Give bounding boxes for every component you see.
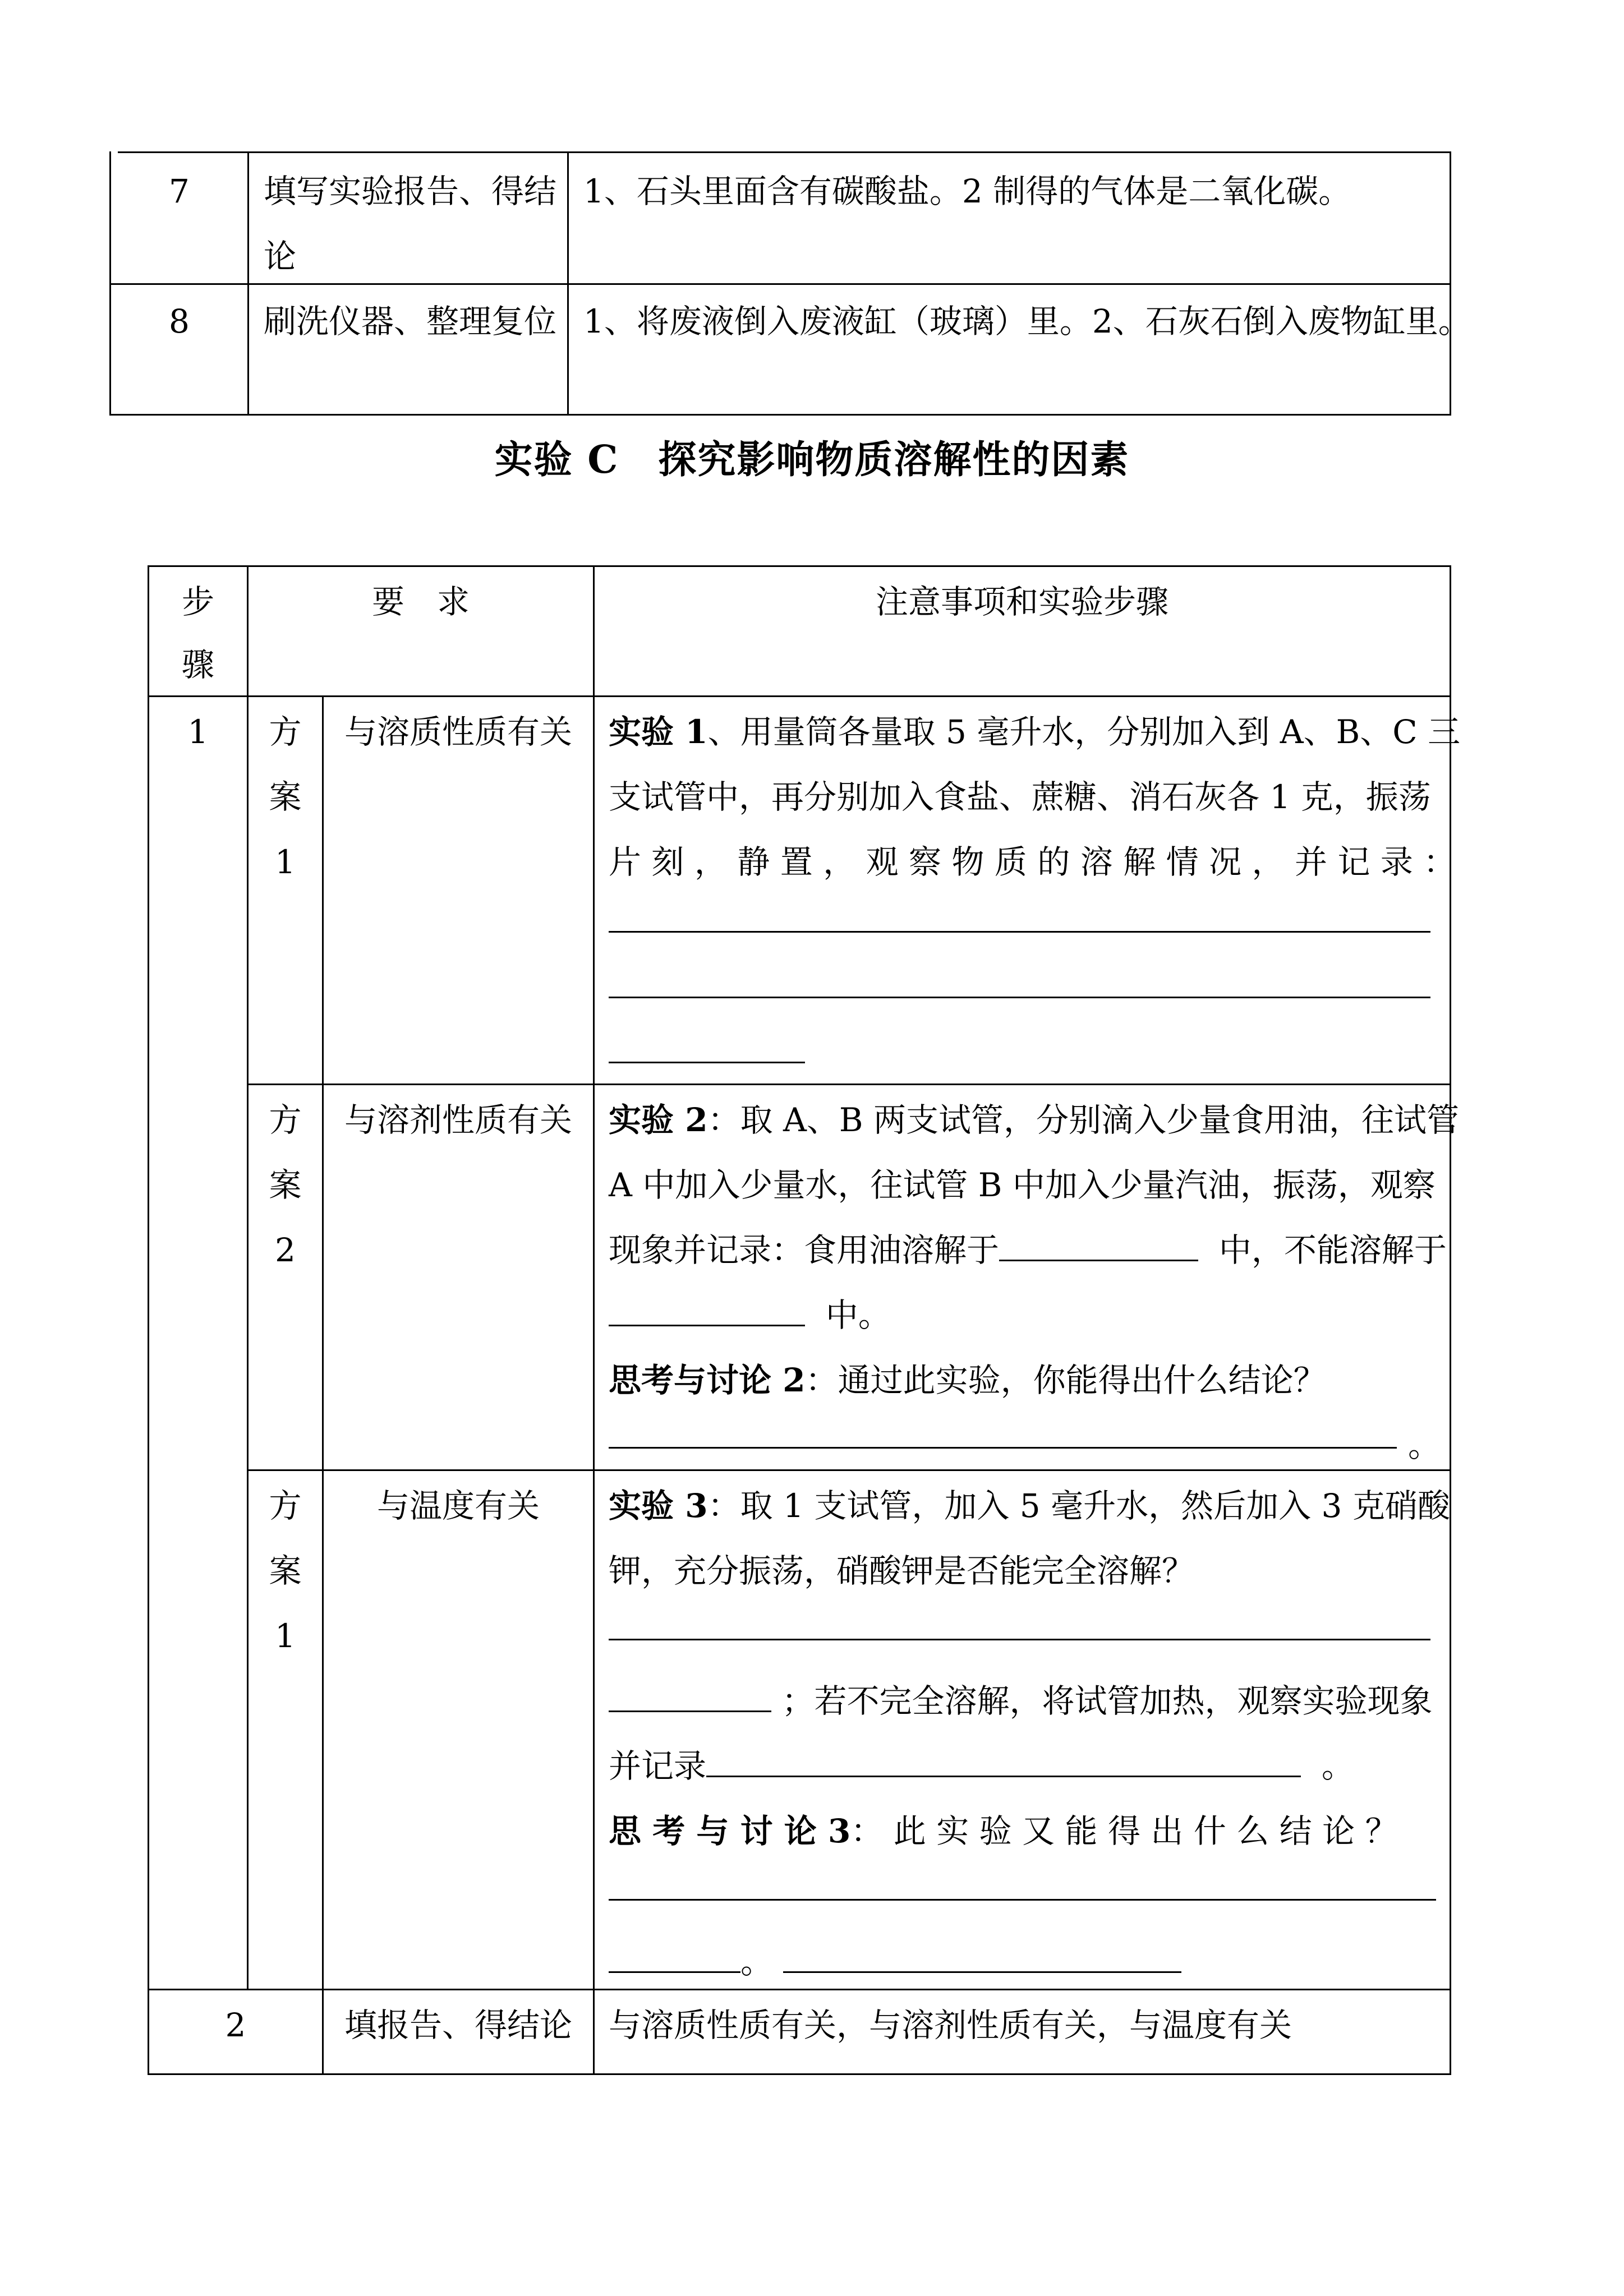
row-content: 1、石头里面含有碳酸盐。2 制得的气体是二氧化碳。 (583, 172, 1351, 210)
plan-label: 案 (269, 1552, 302, 1590)
plan-label: 方 (269, 1487, 302, 1525)
answer-blank[interactable] (609, 1298, 805, 1326)
answer-blank[interactable] (609, 997, 1430, 998)
header-step-cont: 骤 (181, 646, 214, 684)
row-number: 8 (169, 302, 190, 340)
answer-blank[interactable] (609, 1944, 740, 1973)
experiment-text: 中。 (609, 1283, 891, 1348)
plan-requirement: 与溶剂性质有关 (344, 1101, 572, 1139)
end-mark: 。 (1408, 1426, 1441, 1464)
experiment-text: ；若不完全溶解，将试管加热，观察实验现象 (609, 1668, 1432, 1733)
discussion-text: 思考与讨论 2：通过此实验，你能得出什么结论？ (609, 1361, 1326, 1399)
section-title: 实验 C 探究影响物质溶解性的因素 (494, 437, 1130, 482)
discussion-text: 思 考 与 讨 论 3： 此 实 验 又 能 得 出 什 么 结 论 ？ (609, 1812, 1398, 1850)
experiment-text: 实验 2：取 A、B 两支试管，分别滴入少量食用油，往试管 (609, 1101, 1459, 1139)
answer-blank[interactable] (609, 1899, 1436, 1901)
step-content: 与溶质性质有关，与溶剂性质有关，与温度有关 (609, 2006, 1292, 2044)
plan-requirement: 与溶质性质有关 (344, 713, 572, 751)
plan-label: 案 (269, 1166, 302, 1204)
experiment-text: 实验 1、用量筒各量取 5 毫升水，分别加入到 A、B、C 三 (609, 713, 1461, 751)
header-notes: 注意事项和实验步骤 (875, 583, 1168, 621)
answer-blank[interactable] (609, 1447, 1397, 1449)
answer-blank[interactable] (609, 931, 1430, 933)
step-number: 1 (187, 713, 209, 751)
experiment-text: 钾，充分振荡，硝酸钾是否能完全溶解？ (609, 1552, 1195, 1590)
experiment-text: 。 (609, 1929, 1181, 1994)
plan-label: 1 (275, 1617, 296, 1655)
step-number: 2 (225, 2006, 246, 2044)
plan-label: 方 (269, 1101, 302, 1139)
plan-requirement: 与温度有关 (376, 1487, 540, 1525)
plan-label: 1 (275, 843, 296, 881)
answer-blank[interactable] (706, 1749, 1301, 1777)
row-task: 刷洗仪器、整理复位 (264, 302, 557, 340)
answer-blank[interactable] (783, 1944, 1181, 1973)
row-task-cont: 论 (264, 237, 297, 275)
answer-blank[interactable] (999, 1233, 1198, 1261)
header-step: 步 (181, 583, 214, 621)
plan-label: 方 (269, 713, 302, 751)
row-number: 7 (169, 172, 190, 210)
row-task: 填写实验报告、得结 (264, 172, 557, 210)
answer-blank[interactable] (609, 1639, 1430, 1640)
experiment-text: 支试管中，再分别加入食盐、蔗糖、消石灰各 1 克，振荡 (609, 778, 1431, 816)
step-requirement: 填报告、得结论 (344, 2006, 572, 2044)
answer-blank[interactable] (609, 1684, 771, 1712)
experiment-text: 并记录 。 (609, 1747, 1354, 1785)
experiment-text: 实验 3：取 1 支试管，加入 5 毫升水，然后加入 3 克硝酸 (609, 1487, 1450, 1525)
answer-blank[interactable] (609, 1062, 805, 1063)
plan-label: 案 (269, 778, 302, 816)
plan-label: 2 (275, 1231, 296, 1269)
experiment-text: A 中加入少量水，往试管 B 中加入少量汽油，振荡，观察 (609, 1166, 1436, 1204)
header-requirement: 要 求 (371, 583, 470, 621)
experiment-text: 片 刻 ， 静 置 ， 观 察 物 质 的 溶 解 情 况 ， 并 记 录 ： (609, 843, 1456, 881)
row-content: 1、将废液倒入废液缸（玻璃）里。2、石灰石倒入废物缸里。 (583, 302, 1471, 340)
experiment-text: 现象并记录：食用油溶解于 中，不能溶解于 (609, 1231, 1447, 1269)
